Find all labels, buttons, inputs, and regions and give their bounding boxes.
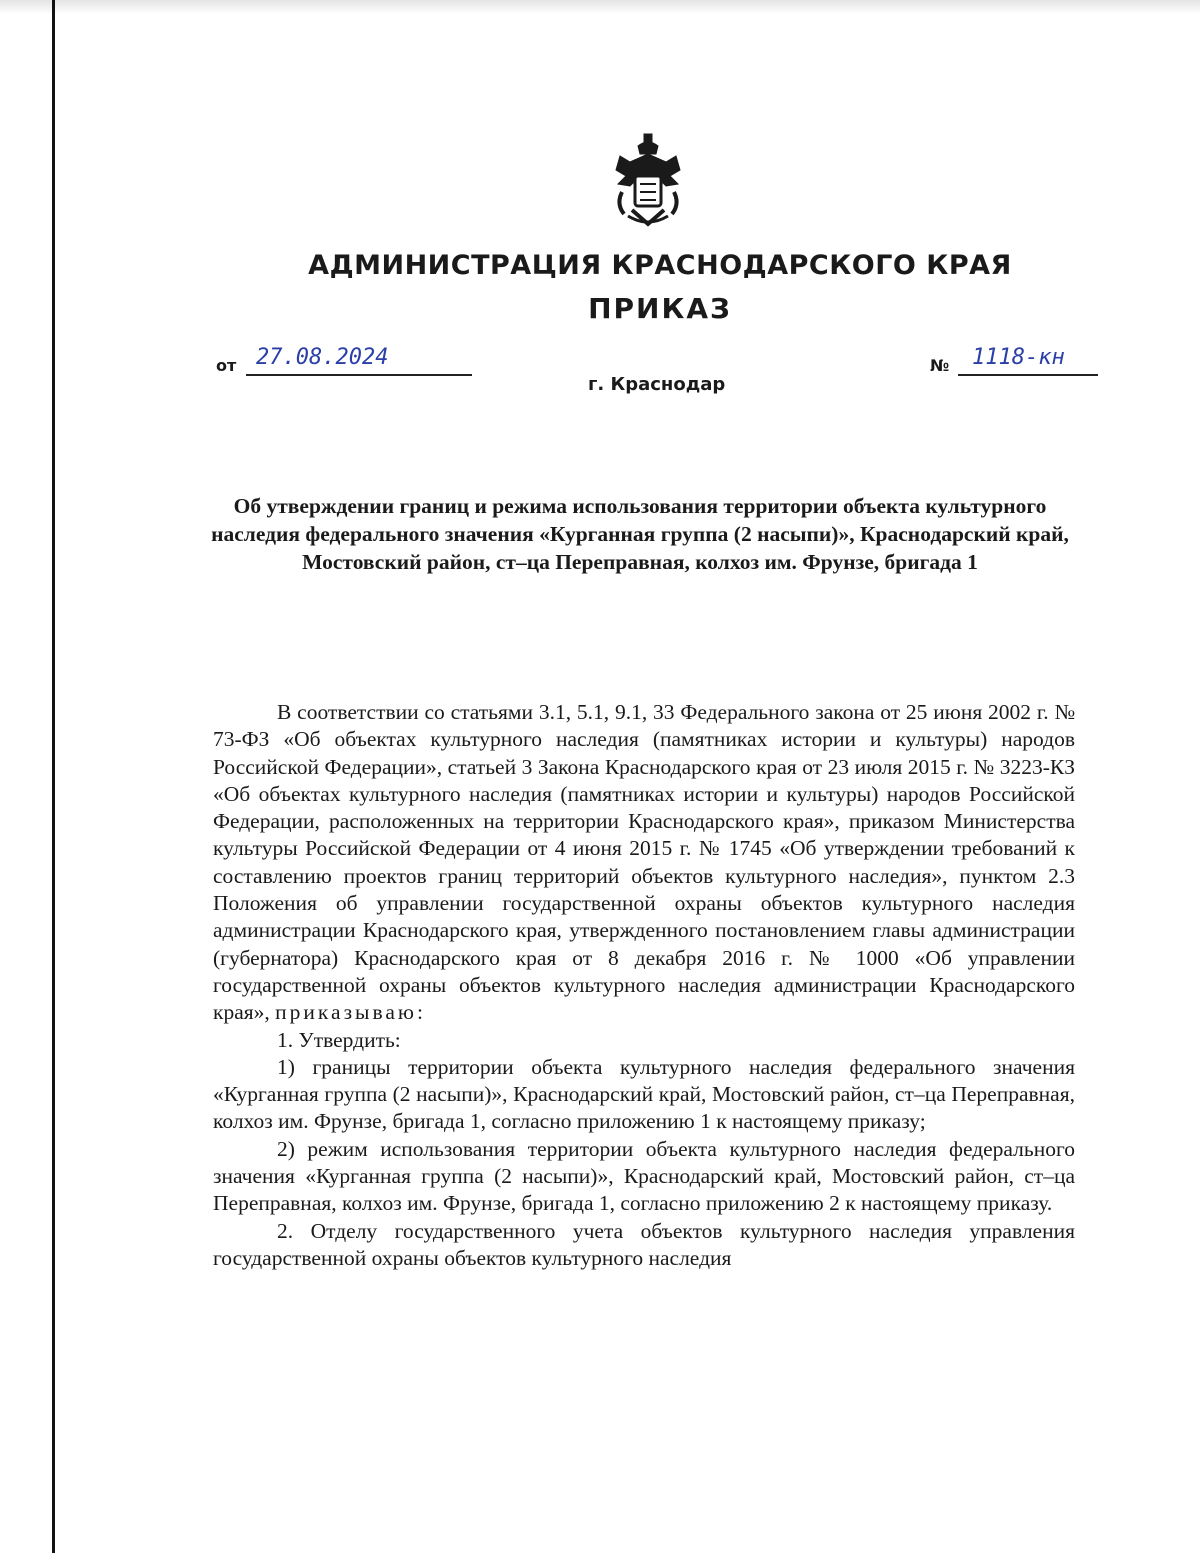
- paragraph-item-1: 1. Утвердить:: [277, 1027, 401, 1052]
- number-field: [958, 345, 1098, 376]
- organization-title: АДМИНИСТРАЦИЯ КРАСНОДАРСКОГО КРАЯ: [308, 250, 1012, 281]
- date-label: от: [216, 356, 237, 375]
- decree-word: приказываю:: [275, 1000, 426, 1025]
- document-body: [213, 699, 1075, 1272]
- preamble-text: В соответствии со статьями 3.1, 5.1, 9.1, 33 Федерального закона от 25 июня 2002 г. № 73-ФЗ «Об объектах культурного наследия (памятниках истории и культуры) народов Российской Федерации», статьей 3 Закона Краснодарского края от 23 июля 2015 г. № 3223-КЗ «Об объектах культурного наследия (памятниках истории и культуры) народов Российской Федерации, расположенных на территории Краснодарского края», приказом Министерства культуры Российской Федерации от 4 июня 2015 г. № 1745 «Об утверждении требований к составлению проектов границ территорий объектов культурного наследия», пунктом 2.3 Положения об управлении государственной охраны объектов культурного наследия администрации Краснодарского края, утвержденного постановлением главы администрации (губернатора) Краснодарского края от 8 декабря 2016 г. № 1000 «Об управлении государственной охраны объектов культурного наследия администрации Краснодарского края»,: [213, 700, 1075, 1025]
- paragraph-preamble: [213, 699, 1075, 1027]
- document-subject: Об утверждении границ и режима использования территории объекта культурного наследия федерального значения «Курганная группа (2 насыпи)», Краснодарский край, Мостовский район, ст–ца Переправная, колхоз им. Фрунзе, бригада 1: [211, 494, 1069, 574]
- number-label: №: [930, 356, 950, 375]
- city-label: г. Краснодар: [588, 374, 726, 395]
- date-field: [246, 345, 472, 376]
- coat-of-arms-icon: [608, 132, 688, 228]
- paragraph-item-2: 2. Отделу государственного учета объектов культурного наследия управления государственной охраны объектов культурного наследия: [213, 1218, 1075, 1270]
- handwritten-number: 1118-кн: [972, 345, 1065, 370]
- document-type: ПРИКАЗ: [588, 292, 732, 325]
- paragraph-subitem-2: 2) режим использования территории объекта культурного наследия федерального значения «Курганная группа (2 насыпи)», Краснодарский край, Мостовский район, ст–ца Переправная, колхоз им. Фрунзе, бригада 1, согласно приложению 2 к настоящему приказу.: [213, 1136, 1075, 1216]
- handwritten-date: 27.08.2024: [256, 345, 389, 370]
- paragraph-subitem-1: 1) границы территории объекта культурного наследия федерального значения «Курганная группа (2 насыпи)», Краснодарский край, Мостовский район, ст–ца Переправная, колхоз им. Фрунзе, бригада 1, согласно приложению 1 к настоящему приказу;: [213, 1054, 1075, 1134]
- scan-left-border: [52, 0, 55, 1553]
- scan-edge-shadow: [0, 0, 1200, 14]
